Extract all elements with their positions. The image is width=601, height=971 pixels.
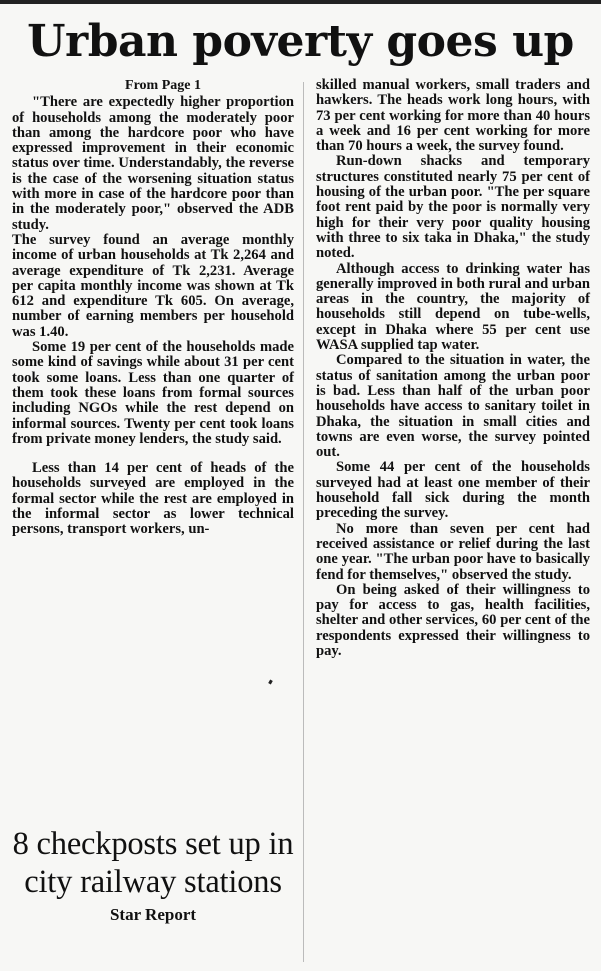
paragraph: "There are expectedly higher proportion of households among the moderately poor than among the hardcore poor who have expressed improvement in their economic status over time. Understandably, the reverse is the case of the worsening situation status with more in case of the hardcore poor than in the moderately poor," observed the ADB study.	[12, 94, 294, 233]
paragraph: Some 19 per cent of the households made some kind of savings while about 31 per cent took some loans. Less than one quarter of them took these loans from formal sources including NGOs while the rest depend on informal sources. Twenty per cent took loans from private money lenders, the study said.	[12, 339, 294, 447]
paragraph: No more than seven per cent had received assistance or relief during the last one year. "The urban poor have to basically fend for themselves," observed the study.	[316, 520, 590, 583]
paragraph: Less than 14 per cent of heads of the households surveyed are employed in the formal sector while the rest are employed in the informal sector as lower technical persons, transport workers, un-	[12, 460, 294, 538]
column-divider	[303, 82, 304, 962]
second-story	[12, 826, 294, 925]
ink-speck	[268, 680, 273, 685]
paragraph: Some 44 per cent of the households surveyed had at least one member of their household fall sick during the month preceding the survey.	[316, 459, 590, 522]
paragraph: The survey found an average monthly income of urban households at Tk 2,264 and average expenditure of Tk 2,231. Average per capita monthly income was shown at Tk 612 and expenditure Tk 605. On average, number of earning members per household was 1.40.	[12, 231, 294, 340]
left-column	[12, 78, 294, 538]
paragraph: Run-down shacks and temporary structures constituted nearly 75 per cent of housing of the urban poor. "The per square foot rent paid by the poor is normally very high for their very poor quality housing with three to six taka in Dhaka," the study noted.	[316, 153, 590, 262]
paragraph: Although access to drinking water has generally improved in both rural and urban areas in the country, the majority of households still depend on tube-wells, except in Dhaka where 55 per cent use WASA supplied tap water.	[316, 260, 590, 354]
right-column	[316, 78, 590, 659]
top-rule	[0, 0, 601, 4]
byline: Star Report	[109, 905, 197, 924]
paragraph: skilled manual workers, small traders and hawkers. The heads work long hours, with 73 per cent working for more than 40 hours a week and 16 per cent working for more than 70 hours a week, the survey found.	[316, 77, 590, 155]
second-story-headline: 8 checkposts set up in city railway stations	[12, 826, 294, 900]
paragraph: Compared to the situation in water, the status of sanitation among the urban poor is bad. Less than half of the urban poor households have access to sanitary toilet in Dhaka, the situation in small cities and towns are even worse, the survey pointed out.	[316, 352, 590, 461]
paragraph: On being asked of their willingness to pay for access to gas, health facilities, shelter and other services, 60 per cent of the respondents expressed their willingness to pay.	[316, 581, 590, 659]
article-headline: Urban poverty goes up	[27, 16, 574, 67]
dateline: From Page 1	[125, 78, 201, 93]
